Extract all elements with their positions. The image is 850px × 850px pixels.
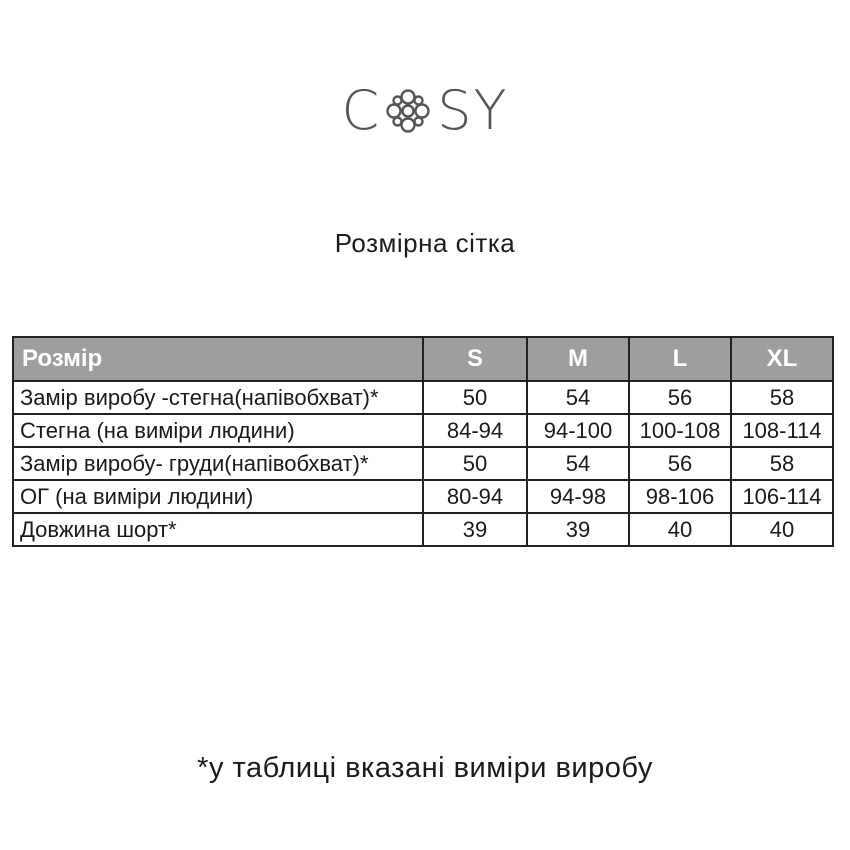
cell-value: 94-98	[527, 480, 629, 513]
table-row	[13, 513, 833, 546]
cell-value: 39	[423, 513, 527, 546]
cell-value: 50	[423, 447, 527, 480]
header-size-l: L	[629, 337, 731, 381]
cell-value: 50	[423, 381, 527, 414]
flower-icon	[383, 86, 433, 136]
page-title: Розмірна сітка	[334, 228, 516, 258]
cell-value: 98-106	[629, 480, 731, 513]
row-label: Замір виробу- груди(напівобхват)*	[13, 447, 423, 480]
header-size-s: S	[423, 337, 527, 381]
cell-value: 40	[731, 513, 833, 546]
table-row	[13, 480, 833, 513]
row-label: Стегна (на виміри людини)	[13, 414, 423, 447]
cell-value: 40	[629, 513, 731, 546]
brand-letters-sy: SY	[437, 79, 509, 142]
cell-value: 58	[731, 381, 833, 414]
cell-value: 56	[629, 447, 731, 480]
header-size-label: Розмір	[13, 337, 423, 381]
row-label: Довжина шорт*	[13, 513, 423, 546]
cell-value: 108-114	[731, 414, 833, 447]
cell-value: 58	[731, 447, 833, 480]
table-row	[13, 381, 833, 414]
cell-value: 84-94	[423, 414, 527, 447]
brand-letter-c: C	[341, 79, 382, 142]
row-label: ОГ (на виміри людини)	[13, 480, 423, 513]
row-label: Замір виробу -стегна(напівобхват)*	[13, 381, 423, 414]
brand-logo	[0, 76, 850, 146]
cell-value: 100-108	[629, 414, 731, 447]
cell-value: 39	[527, 513, 629, 546]
table-row	[13, 414, 833, 447]
header-size-m: M	[527, 337, 629, 381]
cell-value: 54	[527, 447, 629, 480]
footnote: *у таблиці вказані виміри виробу	[197, 752, 653, 784]
cell-value: 80-94	[423, 480, 527, 513]
cell-value: 54	[527, 381, 629, 414]
header-size-xl: XL	[731, 337, 833, 381]
size-chart-table	[12, 336, 834, 547]
table-row	[13, 447, 833, 480]
cell-value: 106-114	[731, 480, 833, 513]
cell-value: 94-100	[527, 414, 629, 447]
cell-value: 56	[629, 381, 731, 414]
table-header-row	[13, 337, 833, 381]
